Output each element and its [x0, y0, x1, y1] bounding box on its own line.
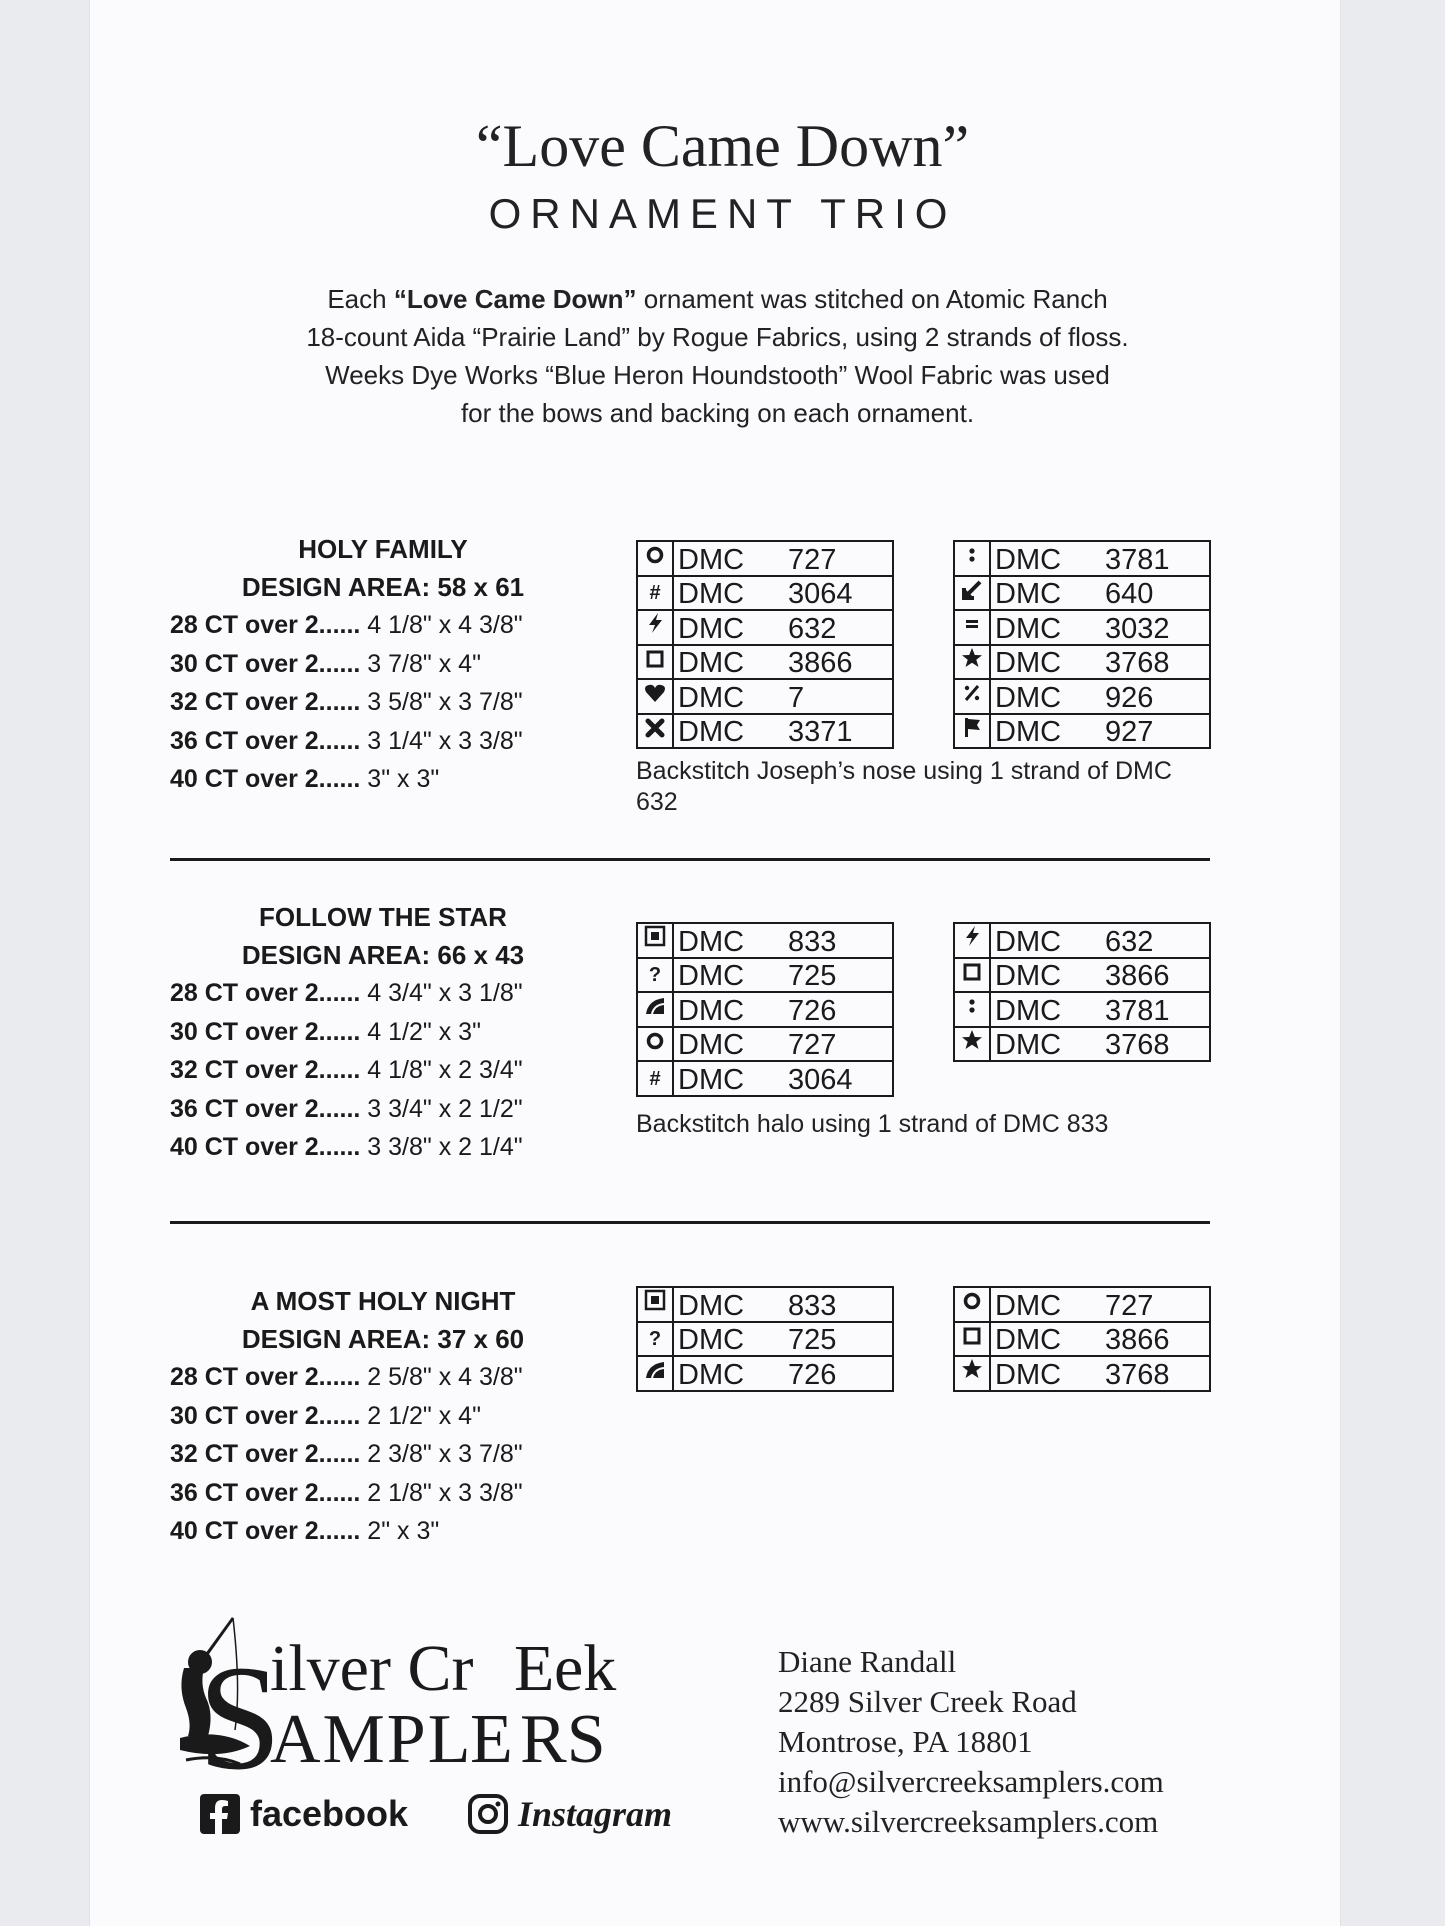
instagram-link[interactable]	[468, 1793, 672, 1835]
floss-key-row	[637, 576, 893, 611]
section-divider	[170, 858, 1210, 861]
bolt-symbol	[637, 610, 673, 645]
floss-brand: DMC	[678, 1289, 745, 1322]
floss-key-value	[673, 679, 893, 714]
floss-brand: DMC	[678, 1324, 745, 1356]
floss-key-row	[954, 923, 1210, 958]
intro-line-1-post: ornament was stitched on Atomic Ranch	[636, 284, 1108, 314]
floss-key-value	[673, 1322, 893, 1357]
question-symbol: ?	[637, 958, 673, 993]
floss-key-value	[990, 645, 1210, 680]
size-list	[170, 1282, 590, 1551]
contact-city: Montrose, PA 18801	[778, 1724, 1033, 1759]
size-row	[170, 1051, 590, 1090]
square-symbol	[954, 1322, 990, 1357]
svg-text:RS: RS	[520, 1701, 606, 1778]
size-dimension: 3 1/4" x 3 3/8"	[360, 726, 523, 755]
floss-key-row	[637, 679, 893, 714]
size-list	[170, 898, 590, 1167]
intro-line-4: for the bows and backing on each ornament.	[460, 398, 975, 428]
design-area: DESIGN AREA: 58 x 61	[241, 572, 525, 602]
design-name: HOLY FAMILY	[298, 534, 468, 564]
floss-key-row	[637, 923, 893, 958]
size-count: 36 CT over 2......	[170, 1478, 361, 1507]
floss-key-value	[990, 1287, 1210, 1322]
floss-key-value	[990, 541, 1210, 576]
floss-key-row	[954, 1356, 1210, 1391]
floss-key-row	[954, 1027, 1210, 1062]
floss-number: 3064	[788, 578, 853, 610]
floss-key-row	[954, 1287, 1210, 1322]
size-dimension: 2 5/8" x 4 3/8"	[360, 1363, 523, 1391]
floss-key-table-left	[636, 1286, 894, 1392]
colon-symbol	[954, 541, 990, 576]
floss-brand: DMC	[678, 612, 745, 645]
floss-number: 3768	[1105, 1029, 1170, 1061]
size-count: 36 CT over 2......	[170, 726, 361, 755]
floss-key-value	[673, 1027, 893, 1062]
design-area: DESIGN AREA: 37 x 60	[241, 1324, 525, 1354]
size-row	[170, 760, 590, 799]
floss-number: 3866	[1105, 960, 1170, 992]
floss-number: 3371	[788, 716, 853, 748]
size-count: 32 CT over 2......	[170, 1056, 361, 1084]
silver-creek-samplers-logo	[170, 1610, 725, 1790]
floss-key-value	[673, 645, 893, 680]
circle-symbol	[637, 541, 673, 576]
size-row	[170, 1090, 590, 1129]
floss-key-value	[673, 1061, 893, 1096]
square-symbol	[954, 958, 990, 993]
size-row	[170, 1435, 590, 1474]
floss-key-table-right	[953, 540, 1211, 749]
floss-number: 3032	[1105, 612, 1170, 645]
floss-brand: DMC	[678, 681, 745, 714]
size-dimension: 4 1/8" x 4 3/8"	[360, 611, 523, 639]
heart-symbol	[637, 679, 673, 714]
floss-key-value	[990, 958, 1210, 993]
size-dimension: 4 1/2" x 3"	[360, 1017, 481, 1046]
size-row	[170, 1397, 590, 1436]
floss-brand: DMC	[995, 716, 1062, 748]
square-symbol	[637, 645, 673, 680]
circle-symbol	[954, 1287, 990, 1322]
instagram-icon	[468, 1794, 508, 1834]
facebook-link[interactable]	[200, 1793, 408, 1835]
floss-number: 727	[788, 1029, 837, 1061]
floss-key-row	[637, 1027, 893, 1062]
intro-paragraph	[230, 280, 1205, 432]
floss-key-row	[637, 1356, 893, 1391]
size-count: 30 CT over 2......	[170, 1017, 361, 1046]
page-title: “Love Came Down”	[475, 113, 970, 179]
floss-brand: DMC	[995, 925, 1062, 958]
size-dimension: 3 7/8" x 4"	[360, 649, 481, 678]
backstitch-note: Backstitch halo using 1 strand of DMC 833	[636, 1110, 1109, 1138]
facebook-icon	[200, 1794, 240, 1834]
bolt-symbol	[954, 923, 990, 958]
size-row	[170, 1474, 590, 1513]
floss-brand: DMC	[678, 716, 745, 748]
svg-text:E: E	[470, 1701, 513, 1778]
svg-text:AMPL: AMPL	[270, 1701, 473, 1778]
floss-brand: DMC	[678, 578, 745, 610]
floss-key-value	[673, 992, 893, 1027]
floss-brand: DMC	[678, 647, 745, 679]
floss-key-value	[673, 610, 893, 645]
size-row	[170, 974, 590, 1013]
floss-brand: DMC	[995, 960, 1062, 992]
floss-key-row	[637, 992, 893, 1027]
floss-key-table-left	[636, 540, 894, 749]
contact-street: 2289 Silver Creek Road	[778, 1684, 1077, 1719]
size-row	[170, 1358, 590, 1397]
intro-line-2: 18-count Aida “Prairie Land” by Rogue Fabrics, using 2 strands of floss.	[306, 322, 1129, 352]
colon-symbol	[954, 992, 990, 1027]
floss-key-row	[954, 610, 1210, 645]
star-symbol	[954, 1027, 990, 1062]
size-count: 28 CT over 2......	[170, 1363, 361, 1391]
floss-number: 3781	[1105, 543, 1170, 576]
hash-symbol: #	[637, 1061, 673, 1096]
size-row	[170, 645, 590, 684]
floss-key-table-left	[636, 922, 894, 1097]
section-divider	[170, 1221, 1210, 1224]
floss-key-value	[990, 923, 1210, 958]
floss-key-value	[990, 992, 1210, 1027]
floss-number: 3064	[788, 1063, 853, 1096]
size-dimension: 3 5/8" x 3 7/8"	[360, 688, 523, 716]
floss-number: 926	[1105, 681, 1154, 714]
floss-number: 833	[788, 925, 837, 958]
floss-number: 727	[1105, 1289, 1154, 1322]
floss-key-row	[954, 992, 1210, 1027]
floss-key-row	[637, 1287, 893, 1322]
floss-key-value	[990, 714, 1210, 749]
size-dimension: 2 1/8" x 3 3/8"	[360, 1478, 523, 1507]
size-count: 36 CT over 2......	[170, 1094, 361, 1123]
floss-brand: DMC	[995, 647, 1062, 679]
floss-key-row	[954, 576, 1210, 611]
size-dimension: 4 3/4" x 3 1/8"	[360, 979, 523, 1007]
floss-brand: DMC	[995, 612, 1062, 645]
floss-key-value	[673, 714, 893, 749]
floss-key-row	[637, 1061, 893, 1096]
floss-number: 632	[1105, 925, 1154, 958]
design-area: DESIGN AREA: 66 x 43	[241, 940, 525, 970]
floss-key-row	[954, 645, 1210, 680]
floss-brand: DMC	[995, 994, 1062, 1027]
floss-key-value	[673, 541, 893, 576]
size-count: 40 CT over 2......	[170, 1133, 361, 1161]
floss-brand: DMC	[995, 1358, 1062, 1391]
floss-key-value	[990, 679, 1210, 714]
size-count: 40 CT over 2......	[170, 1517, 361, 1545]
floss-number: 727	[788, 543, 837, 576]
floss-brand: DMC	[678, 925, 745, 958]
floss-key-value	[990, 610, 1210, 645]
size-dimension: 4 1/8" x 2 3/4"	[360, 1056, 523, 1084]
intro-line-1	[230, 280, 1205, 318]
page-subtitle: ORNAMENT TRIO	[488, 190, 957, 237]
size-count: 28 CT over 2......	[170, 979, 361, 1007]
contact-block	[778, 1642, 1164, 1842]
size-count: 32 CT over 2......	[170, 688, 361, 716]
floss-number: 7	[788, 681, 805, 714]
floss-brand: DMC	[678, 994, 745, 1027]
floss-key-row	[954, 1322, 1210, 1357]
floss-number: 3866	[788, 647, 853, 679]
floss-number: 725	[788, 960, 837, 992]
floss-number: 833	[788, 1289, 837, 1322]
question-symbol: ?	[637, 1322, 673, 1357]
floss-number: 3768	[1105, 647, 1170, 679]
percent-symbol	[954, 679, 990, 714]
floss-key-value	[673, 1287, 893, 1322]
boxed-square-symbol	[637, 1287, 673, 1322]
contact-website[interactable]: www.silvercreeksamplers.com	[778, 1804, 1159, 1839]
size-dimension: 2" x 3"	[360, 1517, 440, 1545]
floss-key-value	[990, 1356, 1210, 1391]
arrow-symbol	[954, 576, 990, 611]
floss-key-row	[637, 958, 893, 993]
design-name: FOLLOW THE STAR	[259, 902, 507, 932]
size-row	[170, 1512, 590, 1551]
circle-symbol	[637, 1027, 673, 1062]
backstitch-note: Backstitch Joseph’s nose using 1 strand of DMC 632	[636, 757, 1172, 816]
floss-key-value	[990, 576, 1210, 611]
floss-brand: DMC	[678, 1029, 745, 1061]
floss-brand: DMC	[995, 543, 1062, 576]
size-row	[170, 606, 590, 645]
floss-number: 3768	[1105, 1358, 1170, 1391]
intro-line-3: Weeks Dye Works “Blue Heron Houndstooth” Wool Fabric was used	[325, 360, 1110, 390]
floss-number: 632	[788, 612, 837, 645]
size-row	[170, 1128, 590, 1167]
size-dimension: 3 3/8" x 2 1/4"	[360, 1133, 523, 1161]
floss-number: 726	[788, 994, 837, 1027]
floss-key-row	[954, 714, 1210, 749]
floss-brand: DMC	[995, 681, 1062, 714]
equals-symbol	[954, 610, 990, 645]
floss-key-table-right	[953, 1286, 1211, 1392]
floss-key-row	[637, 1322, 893, 1357]
size-row	[170, 1013, 590, 1052]
hash-symbol: #	[637, 576, 673, 611]
floss-number: 3781	[1105, 994, 1170, 1027]
size-row	[170, 683, 590, 722]
star-symbol	[954, 1356, 990, 1391]
floss-number: 725	[788, 1324, 837, 1356]
floss-brand: DMC	[995, 1029, 1062, 1061]
floss-key-value	[673, 923, 893, 958]
floss-number: 3866	[1105, 1324, 1170, 1356]
floss-brand: DMC	[995, 1324, 1062, 1356]
floss-number: 726	[788, 1358, 837, 1391]
size-list	[170, 530, 590, 799]
star-symbol	[954, 645, 990, 680]
size-dimension: 2 1/2" x 4"	[360, 1401, 481, 1430]
floss-key-value	[990, 1027, 1210, 1062]
intro-line-1-bold: “Love Came Down”	[393, 284, 637, 314]
floss-key-value	[990, 1322, 1210, 1357]
floss-number: 640	[1105, 578, 1154, 610]
floss-brand: DMC	[678, 1063, 745, 1096]
size-count: 40 CT over 2......	[170, 765, 361, 793]
size-count: 32 CT over 2......	[170, 1440, 361, 1468]
floss-key-row	[954, 541, 1210, 576]
floss-number: 927	[1105, 716, 1154, 748]
svg-text:S: S	[198, 1635, 282, 1790]
size-count: 30 CT over 2......	[170, 649, 361, 678]
floss-key-row	[954, 679, 1210, 714]
floss-key-value	[673, 958, 893, 993]
floss-brand: DMC	[678, 543, 745, 576]
floss-key-table-right	[953, 922, 1211, 1062]
contact-name: Diane Randall	[778, 1644, 957, 1679]
size-count: 30 CT over 2......	[170, 1401, 361, 1430]
size-count: 28 CT over 2......	[170, 611, 361, 639]
svg-text:ek: ek	[554, 1632, 617, 1705]
floss-brand: DMC	[995, 578, 1062, 610]
size-row	[170, 722, 590, 761]
size-dimension: 3 3/4" x 2 1/2"	[360, 1094, 523, 1123]
floss-brand: DMC	[995, 1289, 1062, 1322]
floss-key-row	[637, 645, 893, 680]
intro-line-1-pre: Each	[327, 284, 394, 314]
facebook-label: facebook	[250, 1793, 409, 1834]
size-dimension: 3" x 3"	[360, 765, 440, 793]
x-symbol	[637, 714, 673, 749]
instagram-label: Instagram	[518, 1794, 673, 1834]
quarter-symbol	[637, 992, 673, 1027]
quarter-symbol	[637, 1356, 673, 1391]
floss-key-row	[637, 541, 893, 576]
svg-text:ilver Cr: ilver Cr	[270, 1632, 474, 1705]
floss-key-value	[673, 1356, 893, 1391]
svg-text:E: E	[514, 1632, 555, 1705]
floss-key-row	[637, 714, 893, 749]
floss-key-value	[673, 576, 893, 611]
floss-key-row	[954, 958, 1210, 993]
flag-symbol	[954, 714, 990, 749]
floss-key-row	[637, 610, 893, 645]
floss-brand: DMC	[678, 1358, 745, 1391]
floss-brand: DMC	[678, 960, 745, 992]
contact-email[interactable]: info@silvercreeksamplers.com	[778, 1764, 1164, 1799]
design-name: A MOST HOLY NIGHT	[250, 1286, 516, 1316]
size-dimension: 2 3/8" x 3 7/8"	[360, 1440, 523, 1468]
boxed-square-symbol	[637, 923, 673, 958]
